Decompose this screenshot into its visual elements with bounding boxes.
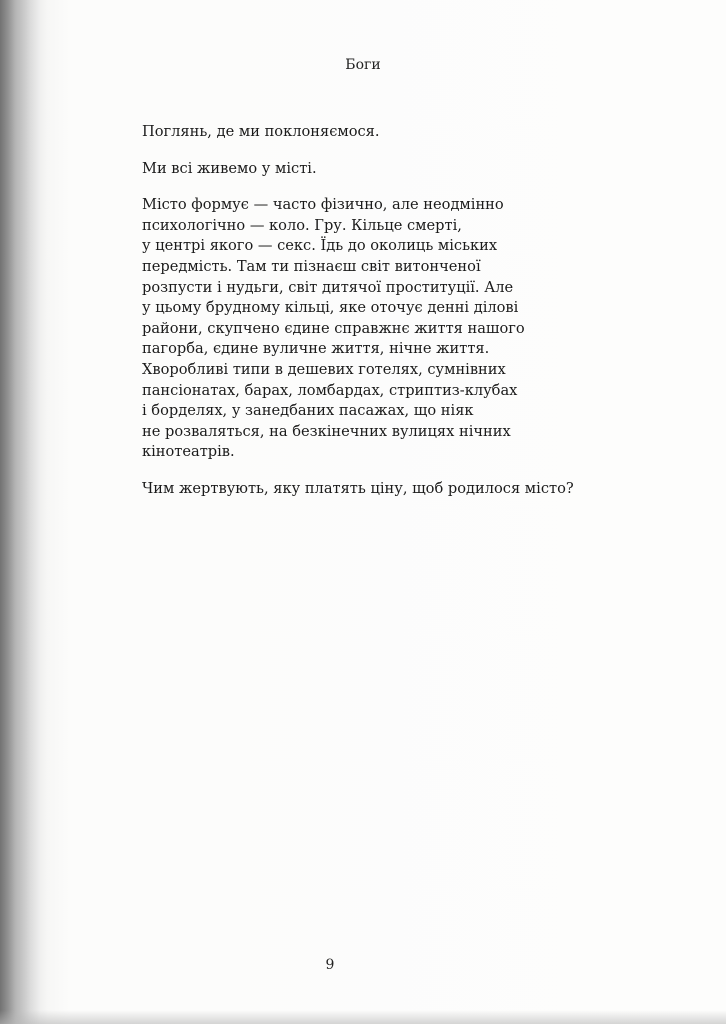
text-line: передмість. Там ти пізнаєш світ витонченої xyxy=(142,257,481,275)
body-text xyxy=(142,122,574,516)
text-line: райони, скупчено єдине справжнє життя нашого xyxy=(142,319,525,337)
text-line: кінотеатрів. xyxy=(142,443,235,461)
text-line: Місто формує — часто фізично, але неодмінно xyxy=(142,196,504,214)
text-line: у цьому брудному кільці, яке оточує денні ділові xyxy=(142,299,519,317)
text-line: пагорба, єдине вуличне життя, нічне життя. xyxy=(142,340,490,358)
text-line: не розваляться, на безкінечних вулицях нічних xyxy=(142,422,511,440)
text-line: Чим жертвують, яку платять ціну, щоб родилося місто? xyxy=(142,479,574,497)
paragraph xyxy=(142,122,562,143)
paragraph xyxy=(142,479,574,500)
text-line: Ми всі живемо у місті. xyxy=(142,159,317,177)
paragraph xyxy=(142,195,562,463)
text-line: Хворобливі типи в дешевих готелях, сумнівних xyxy=(142,360,506,378)
text-line: розпусти і нудьги, світ дитячої проституції. Але xyxy=(142,278,514,296)
text-line: у центрі якого — секс. Їдь до околиць міських xyxy=(142,237,498,255)
bottom-edge-shadow xyxy=(0,1010,726,1024)
text-line: і борделях, у занедбаних пасажах, що ніяк xyxy=(142,402,474,420)
paragraph xyxy=(142,159,562,180)
gutter-shadow xyxy=(0,0,40,1024)
text-line: психологічно — коло. Гру. Кільце смерті, xyxy=(142,216,462,234)
text-line: Поглянь, де ми поклоняємося. xyxy=(142,123,380,140)
page-number: 9 xyxy=(325,957,335,973)
text-line: пансіонатах, барах, ломбардах, стриптиз-клубах xyxy=(142,381,518,399)
running-head: Боги xyxy=(345,57,381,73)
